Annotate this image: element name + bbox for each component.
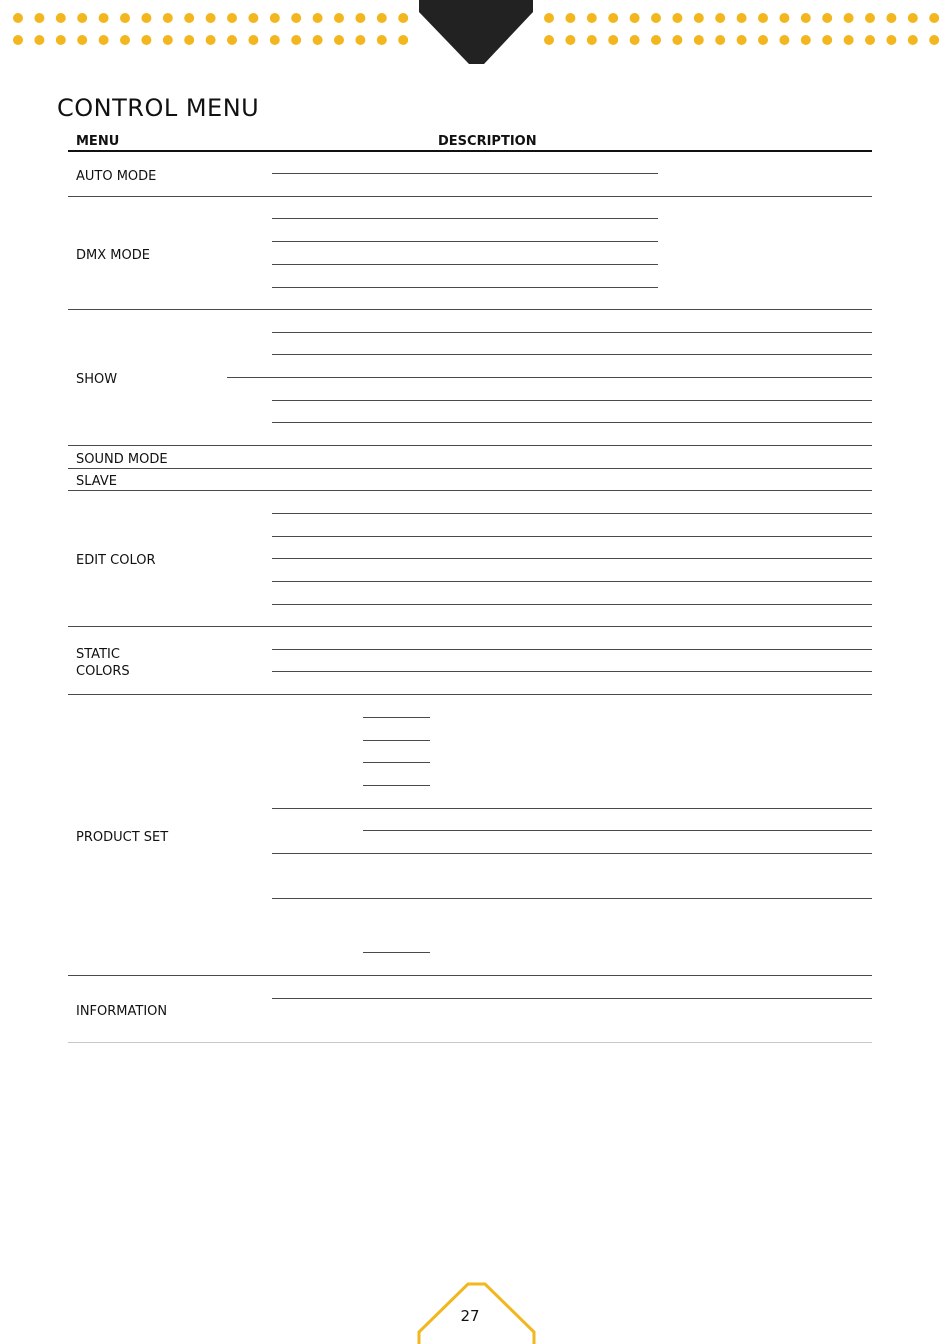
short-rule [363,740,430,741]
header-dot [822,35,832,45]
row-separator [68,468,872,469]
header-dot [270,13,280,23]
description-rule [272,808,872,809]
header-dot [163,13,173,23]
header-dot [77,13,87,23]
description-rule [272,581,872,582]
header-dot [206,13,216,23]
header-dot [206,35,216,45]
header-dot [291,35,301,45]
description-column-header: DESCRIPTION [438,134,537,149]
header-dot [779,35,789,45]
row-separator [68,694,872,695]
header-dot [13,35,23,45]
header-dot [120,13,130,23]
description-rule [272,332,872,333]
header-dot [929,13,939,23]
header-dot [565,35,575,45]
row-separator [68,196,872,197]
header-dot [77,35,87,45]
header-dot [587,35,597,45]
description-rule [227,377,872,378]
menu-item-static-colors-line2: COLORS [76,664,130,679]
header-dot [801,35,811,45]
header-dot [758,13,768,23]
description-rule [272,354,872,355]
header-dot [184,13,194,23]
short-rule [363,785,430,786]
header-dot [608,35,618,45]
menu-column-header: MENU [76,134,120,149]
description-rule [272,422,872,423]
row-separator [68,626,872,627]
header-dot [844,13,854,23]
header-dot [141,35,151,45]
header-dot [865,35,875,45]
header-dot [758,35,768,45]
row-separator [68,445,872,446]
menu-item-slave: SLAVE [76,474,117,489]
header-dot [694,35,704,45]
description-rule [272,649,872,650]
header-dot [227,35,237,45]
header-dot [355,35,365,45]
header-dot [929,35,939,45]
header-dot [565,13,575,23]
description-rule [272,604,872,605]
header-dot [227,13,237,23]
header-notch [419,0,533,64]
header-dot [651,35,661,45]
header-dot [672,35,682,45]
header-dot [34,35,44,45]
header-decoration [0,0,950,70]
header-dot [865,13,875,23]
header-dot [886,35,896,45]
header-dot [822,13,832,23]
row-separator [68,975,872,976]
header-dot [694,13,704,23]
header-dot [844,35,854,45]
header-dot [908,13,918,23]
header-dot [163,35,173,45]
menu-item-dmx-mode: DMX MODE [76,248,150,263]
description-rule [272,218,658,219]
row-separator [68,490,872,491]
description-rule [272,513,872,514]
header-dot [908,35,918,45]
header-dot [587,13,597,23]
header-dot [291,13,301,23]
header-dot [630,13,640,23]
header-dot [99,35,109,45]
row-separator [68,309,872,310]
header-dot [886,13,896,23]
header-dot [334,13,344,23]
header-dot [313,35,323,45]
page-title: CONTROL MENU [57,94,260,122]
description-rule [272,241,658,242]
header-dot [608,13,618,23]
description-rule [272,287,658,288]
description-rule [272,853,872,854]
header-dot [99,13,109,23]
description-rule [272,173,658,174]
header-dot [334,35,344,45]
page-number: 27 [460,1307,480,1325]
header-dot [270,35,280,45]
header-dot [56,35,66,45]
header-dot [56,13,66,23]
header-dot [248,35,258,45]
description-rule [272,536,872,537]
short-rule [363,762,430,763]
description-rule [272,898,872,899]
menu-item-product-set: PRODUCT SET [76,830,169,845]
header-dot [715,13,725,23]
header-dot [120,35,130,45]
header-dot [184,35,194,45]
menu-item-edit-color: EDIT COLOR [76,553,156,568]
menu-item-show: SHOW [76,372,118,387]
header-dot [377,35,387,45]
header-dot [737,35,747,45]
header-dot [13,13,23,23]
menu-item-static-colors [76,646,130,680]
menu-item-auto-mode: AUTO MODE [76,169,157,184]
header-dot [672,13,682,23]
header-dot [34,13,44,23]
table-bottom-rule [68,1042,872,1043]
header-dot [779,13,789,23]
header-dot [544,35,554,45]
description-rule [272,671,872,672]
header-rule [68,150,872,152]
header-dot [313,13,323,23]
description-rule [272,998,872,999]
header-dot [398,35,408,45]
header-dot [651,13,661,23]
menu-item-sound-mode: SOUND MODE [76,452,168,467]
header-dot [715,35,725,45]
short-rule [363,717,430,718]
description-rule [272,558,872,559]
description-rule [272,264,658,265]
header-dot [398,13,408,23]
header-dot [355,13,365,23]
menu-item-information: INFORMATION [76,1004,168,1019]
header-dot [544,13,554,23]
header-dot [737,13,747,23]
description-rule [272,400,872,401]
description-rule [363,830,872,831]
header-dot [377,13,387,23]
short-rule [363,952,430,953]
header-dot [630,35,640,45]
header-dot [141,13,151,23]
header-dot [801,13,811,23]
menu-item-static-colors-line1: STATIC [76,647,120,662]
header-dot [248,13,258,23]
